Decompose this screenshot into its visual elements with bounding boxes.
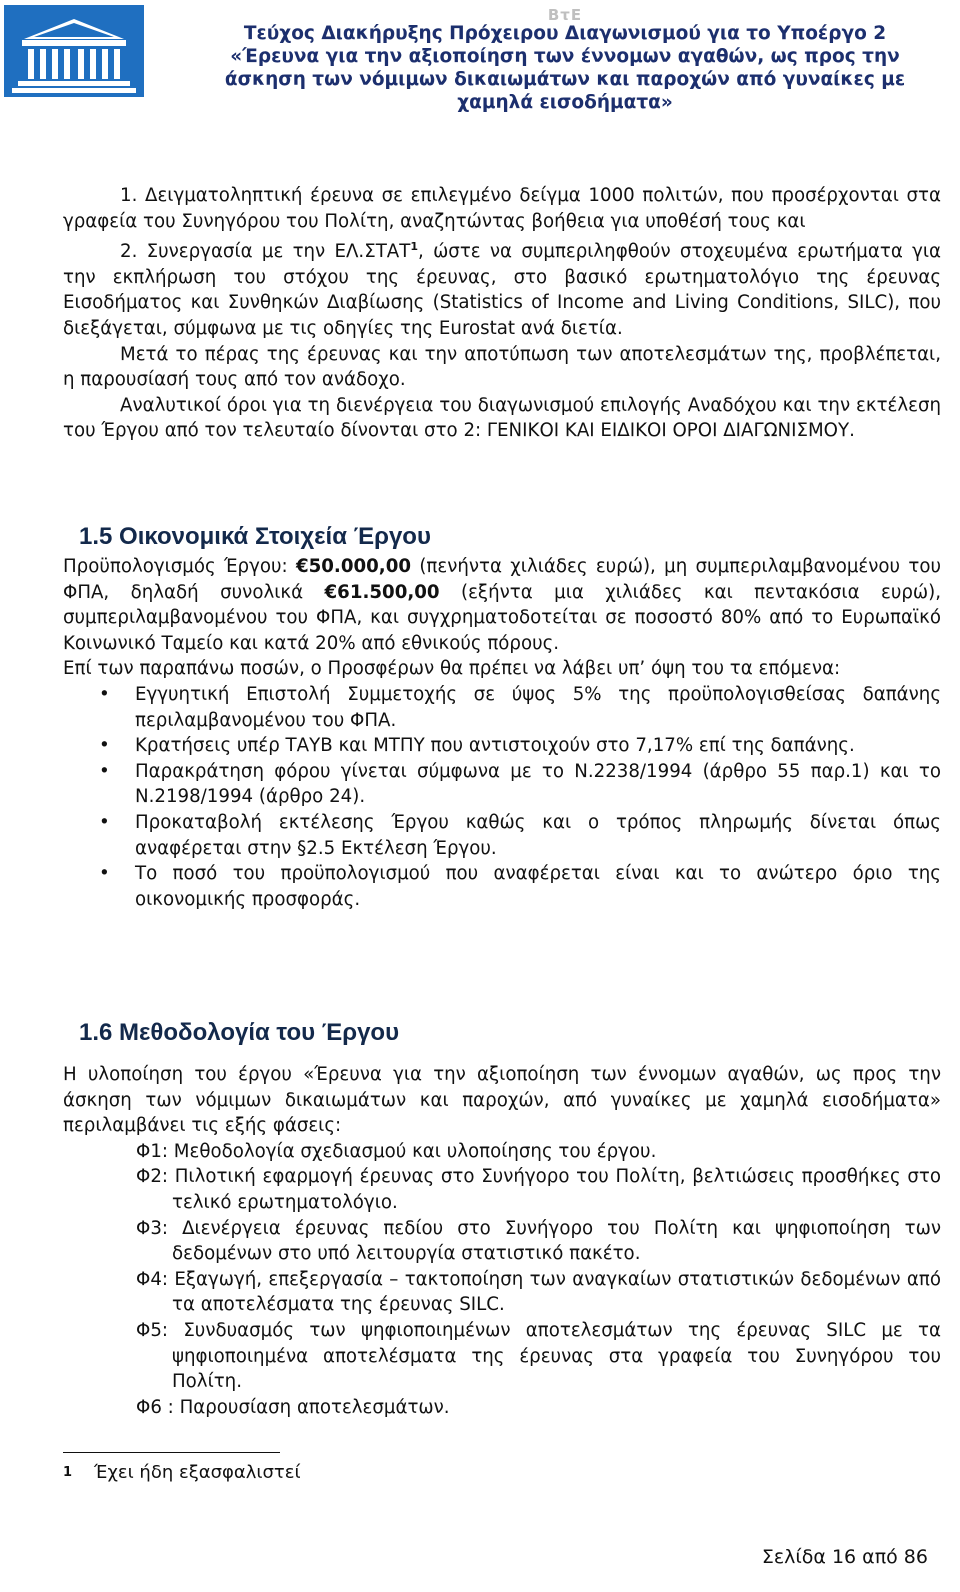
budget-text-b: (πενήντα χιλιάδες ευρώ), μη συμπεριλαμβανομένου του ΦΠΑ, δηλαδή συνολικά — [63, 556, 941, 603]
list-item-text: Παρακράτηση φόρου γίνεται σύμφωνα με το Ν.2238/1994 (άρθρο 55 παρ.1) και το Ν.2198/1994 (άρθρο 24). — [135, 760, 941, 808]
page-number: Σελίδα 16 από 86 — [761, 1546, 928, 1568]
budget-text-c: (εξήντα μια χιλιάδες και πεντακόσια ευρώ), συμπεριλαμβανομένου του ΦΠΑ, και συγχρηματοδοτείται σε ποσοστό 80% από το Ευρωπαϊκό Κοινωνικό Ταμείο και κατά 20% από εθνικούς πόρους. — [63, 581, 941, 654]
bullet-icon: • — [99, 683, 110, 705]
list-item — [63, 733, 941, 759]
list-item-text: Κρατήσεις υπέρ ΤΑΥΒ και ΜΤΠΥ που αντιστοιχούν στο 7,17% επί της δαπάνης. — [135, 735, 855, 757]
list-item — [63, 861, 941, 912]
footnote — [63, 1461, 301, 1485]
section-1-5 — [63, 520, 941, 912]
list-item — [63, 682, 941, 733]
parliament-logo — [4, 5, 144, 97]
phase-item: Φ6 : Παρουσίαση αποτελεσμάτων. — [136, 1396, 450, 1418]
section-heading: 1.6 Μεθοδολογία του Έργου — [79, 1019, 400, 1046]
intro-block — [63, 183, 941, 444]
phase-item: Φ2: Πιλοτική εφαρμογή έρευνας στο Συνήγορο του Πολίτη, βελτιώσεις προσθήκες στο τελικό ερωτηματολόγιο. — [136, 1166, 941, 1213]
intro-para-1: Μετά το πέρας της έρευνας και την αποτύπωση των αποτελεσμάτων της, προβλέπεται, η παρουσίασή τους από τον ανάδοχο. — [63, 343, 941, 391]
list-item — [63, 810, 941, 861]
phase-item: Φ1: Μεθοδολογία σχεδιασμού και υλοποίησης του έργου. — [136, 1140, 657, 1162]
list-item-text: Εγγυητική Επιστολή Συμμετοχής σε ύψος 5% της προϋπολογισθείσας δαπάνης περιλαμβανομένου του ΦΠΑ. — [135, 683, 941, 731]
bullet-icon: • — [99, 760, 110, 782]
intro-item-2-pre: 2. Συνεργασία με την ΕΛ.ΣΤΑΤ — [120, 241, 411, 263]
footnote-number: 1 — [63, 1465, 73, 1480]
header-line-3: άσκηση των νόμιμων δικαιωμάτων και παροχών από γυναίκες με — [224, 69, 906, 90]
document-header — [180, 8, 950, 114]
budget-paragraph — [63, 554, 941, 656]
footnote-ref[interactable]: 1 — [410, 240, 419, 254]
header-line-2: «Έρευνα για την αξιοποίηση των έννομων αγαθών, ως προς την — [230, 46, 900, 67]
section-heading: 1.5 Οικονομικά Στοιχεία Έργου — [79, 523, 431, 550]
terms-lead: Επί των παραπάνω ποσών, ο Προσφέρων θα πρέπει να λάβει υπ’ όψη του τα επόμενα: — [63, 658, 841, 680]
bullet-icon: • — [99, 735, 110, 757]
header-watermark: BτE — [547, 6, 583, 24]
phase-item: Φ3: Διενέργεια έρευνας πεδίου στο Συνήγορο του Πολίτη και ψηφιοποίηση των δεδομένων στο υπό λειτουργία στατιστικό πακέτο. — [136, 1217, 941, 1265]
header-line-1: Τεύχος Διακήρυξης Πρόχειρου Διαγωνισμού για το Υποέργο 2 — [243, 23, 887, 44]
budget-amount-gross: €61.500,00 — [324, 581, 440, 603]
budget-text-a: Προϋπολογισμός Έργου: — [63, 556, 296, 577]
budget-amount-net: €50.000,00 — [295, 556, 412, 577]
intro-item-2-post: , ώστε να συμπεριληφθούν στοχευμένα ερωτήματα για την εκπλήρωση του στόχου της έρευνας, στο βασικό ερωτηματολόγιο της έρευνας Εισοδήματος και Συνθηκών Διαβίωσης (Statistics of Income and Living Conditions, SILC), που διεξάγεται, σύμφωνα με τις οδηγίες της Eurostat ανά διετία. — [63, 241, 941, 340]
header-line-4: χαμηλά εισοδήματα» — [457, 92, 673, 113]
footnote-text: Έχει ήδη εξασφαλιστεί — [94, 1462, 301, 1483]
phase-item: Φ4: Εξαγωγή, επεξεργασία – τακτοποίηση των αναγκαίων στατιστικών δεδομένων από τα αποτελέσματα της έρευνας SILC. — [136, 1268, 941, 1316]
bullet-icon: • — [99, 811, 110, 833]
section-1-6 — [63, 1014, 941, 1420]
intro-item-1: 1. Δειγματοληπτική έρευνα σε επιλεγμένο δείγμα 1000 πολιτών, που προσέρχονται στα γραφεία του Συνηγόρου του Πολίτη, αναζητώντας βοήθεια για υποθέσή τους και — [63, 185, 941, 232]
bullet-icon: • — [99, 863, 110, 885]
list-item — [63, 759, 941, 810]
phase-item: Φ5: Συνδυασμός των ψηφιοποιημένων αποτελεσμάτων της έρευνας SILC με τα ψηφιοποιημένα αποτελέσματα της έρευνας στα γραφεία του Συνηγόρου του Πολίτη. — [136, 1319, 941, 1393]
list-item-text: Προκαταβολή εκτέλεσης Έργου καθώς και ο τρόπος πληρωμής δίνεται όπως αναφέρεται στην §2.5 Εκτέλεση Έργου. — [135, 811, 941, 859]
intro-item-2 — [63, 234, 941, 341]
methodology-intro: Η υλοποίηση του έργου «Έρευνα για την αξιοποίηση των έννομων αγαθών, ως προς την άσκηση των νόμιμων δικαιωμάτων και παροχών, από γυναίκες με χαμηλά εισοδήματα» περιλαμβάνει τις εξής φάσεις: — [63, 1064, 941, 1137]
footnote-divider — [63, 1452, 280, 1453]
intro-para-2: Αναλυτικοί όροι για τη διενέργεια του διαγωνισμού επιλογής Αναδόχου και την εκτέλεση του Έργου από τον τελευταίο δίνονται στο 2: ΓΕΝΙΚΟΙ ΚΑΙ ΕΙΔΙΚΟΙ ΟΡΟΙ ΔΙΑΓΩΝΙΣΜΟΥ. — [63, 394, 941, 442]
list-item-text: Το ποσό του προϋπολογισμού που αναφέρεται είναι και το ανώτερο όριο της οικονομικής προσφοράς. — [135, 863, 941, 910]
